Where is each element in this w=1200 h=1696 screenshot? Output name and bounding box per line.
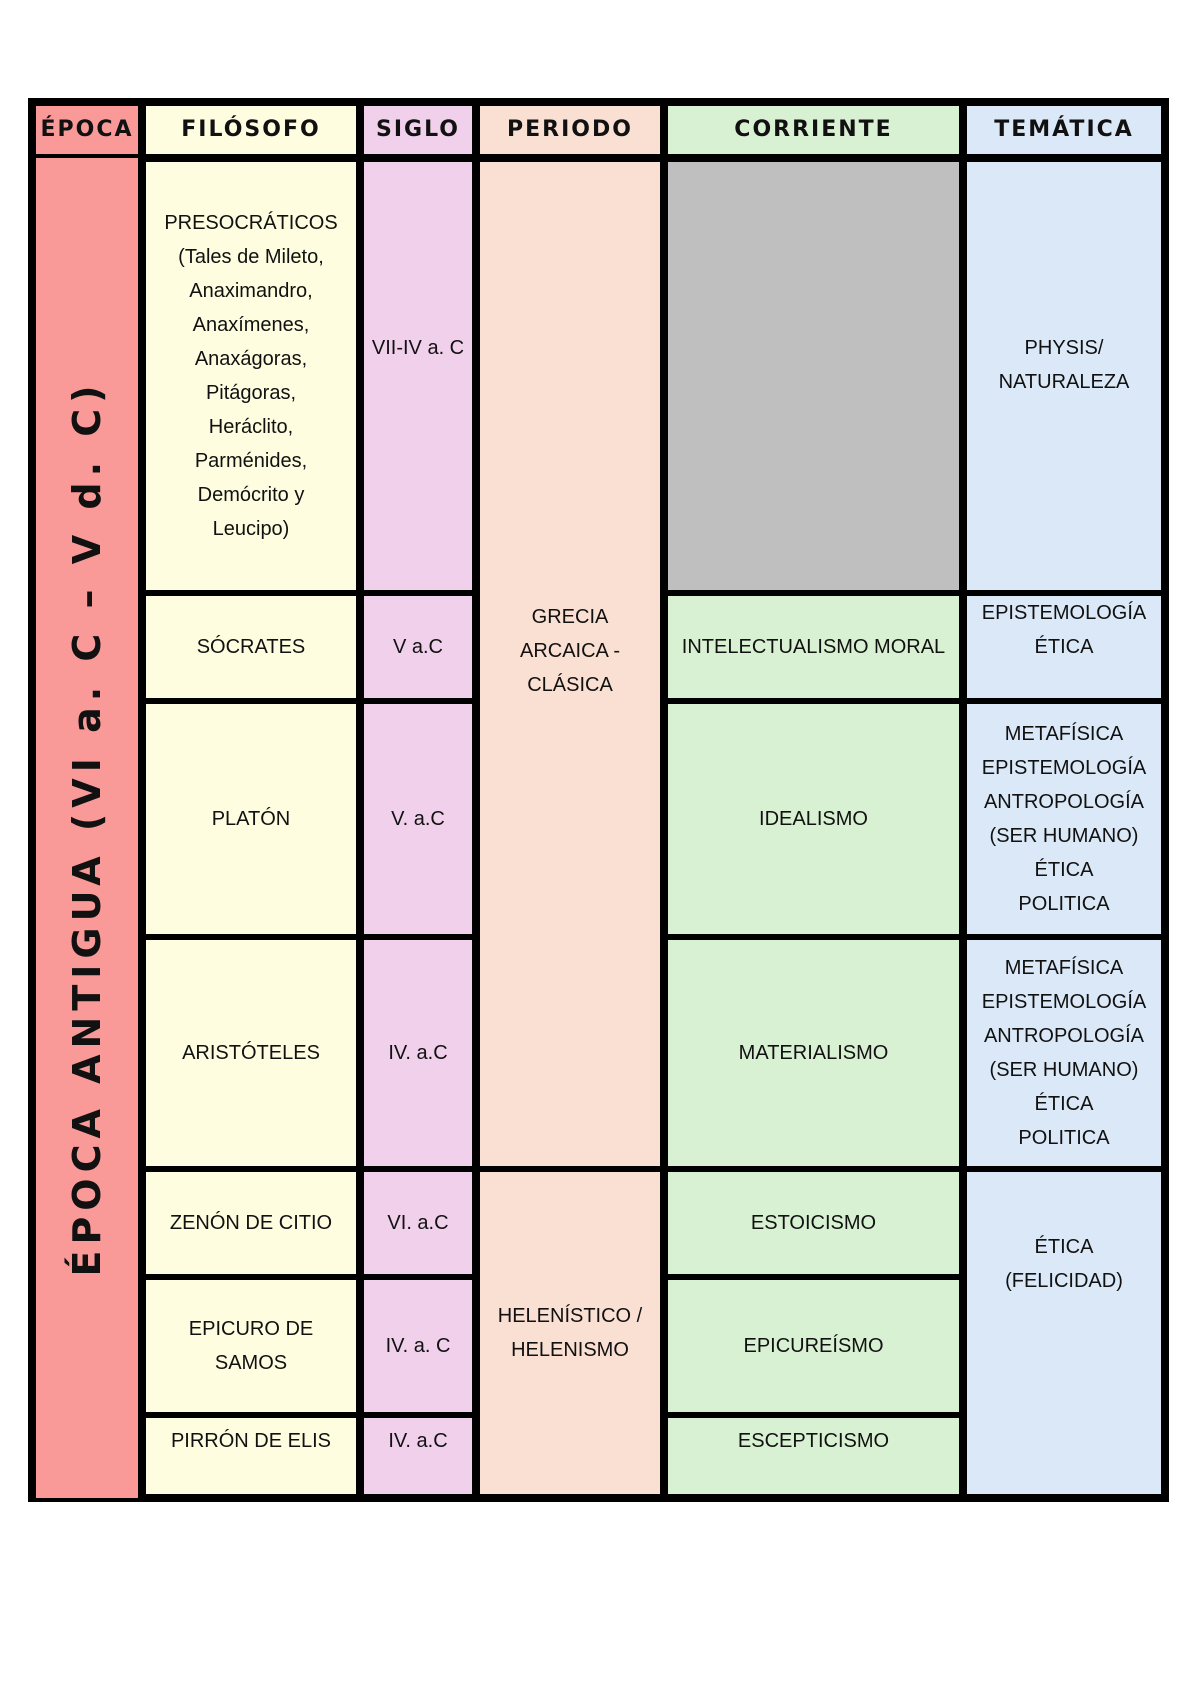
corriente-epicuro: EPICUREÍSMO <box>668 1280 959 1412</box>
siglo-socrates: V a.C <box>364 596 472 698</box>
header-filosofo: FILÓSOFO <box>146 106 356 154</box>
siglo-aristoteles: IV. a.C <box>364 940 472 1166</box>
header-epoca: ÉPOCA <box>36 106 138 154</box>
periodo-grecia-arcaica-clasica: GRECIA ARCAICA - CLÁSICA <box>480 162 660 1166</box>
siglo-epicuro: IV. a. C <box>364 1280 472 1412</box>
header-siglo: SIGLO <box>364 106 472 154</box>
siglo-zenon: VI. a.C <box>364 1172 472 1274</box>
tematica-aristoteles: METAFÍSICA EPISTEMOLOGÍA ANTROPOLOGÍA (SER HUMANO) ÉTICA POLITICA <box>967 940 1161 1166</box>
siglo-platon: V. a.C <box>364 704 472 934</box>
epoca-antigua-label: ÉPOCA ANTIGUA (VI a. C – V d. C) <box>65 379 109 1277</box>
corriente-zenon: ESTOICISMO <box>668 1172 959 1274</box>
tematica-presocraticos: PHYSIS/ NATURALEZA <box>967 162 1161 590</box>
periodo-helenistico: HELENÍSTICO / HELENISMO <box>480 1172 660 1494</box>
tematica-platon: METAFÍSICA EPISTEMOLOGÍA ANTROPOLOGÍA (SER HUMANO) ÉTICA POLITICA <box>967 704 1161 934</box>
siglo-presocraticos: VII-IV a. C <box>364 162 472 590</box>
filosofo-platon: PLATÓN <box>146 704 356 934</box>
filosofo-zenon: ZENÓN DE CITIO <box>146 1172 356 1274</box>
corriente-pirron: ESCEPTICISMO <box>668 1418 959 1494</box>
filosofo-aristoteles: ARISTÓTELES <box>146 940 356 1166</box>
header-periodo: PERIODO <box>480 106 660 154</box>
filosofo-pirron: PIRRÓN DE ELIS <box>146 1418 356 1494</box>
header-tematica: TEMÁTICA <box>967 106 1161 154</box>
corriente-presocraticos <box>668 162 959 590</box>
filosofo-presocraticos: PRESOCRÁTICOS (Tales de Mileto, Anaximandro, Anaxímenes, Anaxágoras, Pitágoras, Heráclito, Parménides, Demócrito y Leucipo) <box>146 162 356 590</box>
corriente-aristoteles: MATERIALISMO <box>668 940 959 1166</box>
header-corriente: CORRIENTE <box>668 106 959 154</box>
filosofo-socrates: SÓCRATES <box>146 596 356 698</box>
epoca-antigua-cell <box>36 158 138 1498</box>
tematica-helenistica: ÉTICA (FELICIDAD) <box>967 1172 1161 1494</box>
corriente-platon: IDEALISMO <box>668 704 959 934</box>
siglo-pirron: IV. a.C <box>364 1418 472 1494</box>
tematica-socrates: EPISTEMOLOGÍA ÉTICA <box>967 596 1161 698</box>
corriente-socrates: INTELECTUALISMO MORAL <box>668 596 959 698</box>
filosofo-epicuro: EPICURO DE SAMOS <box>146 1280 356 1412</box>
